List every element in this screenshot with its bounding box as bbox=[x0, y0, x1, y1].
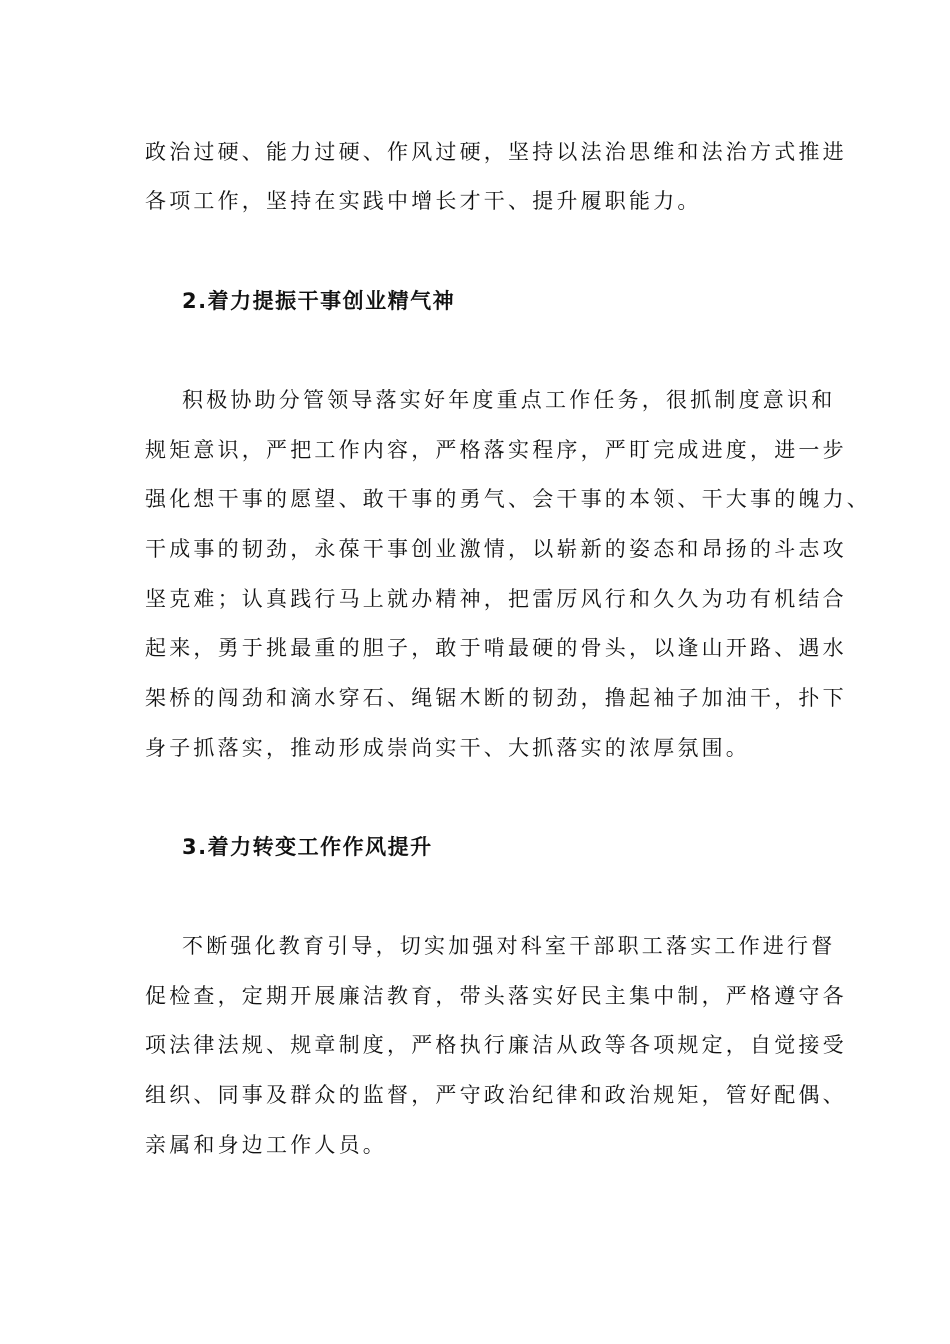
section-2-heading: 2.着力提振干事创业精气神 bbox=[182, 289, 456, 313]
section-2-line-7: 架桥的闯劲和滴水穿石、绳锯木断的韧劲，撸起袖子加油干，扑下 bbox=[145, 686, 847, 710]
intro-line-2: 各项工作，坚持在实践中增长才干、提升履职能力。 bbox=[145, 189, 702, 213]
section-2-line-2: 规矩意识，严把工作内容，严格落实程序，严盯完成进度，进一步 bbox=[145, 438, 847, 462]
section-3-line-2: 促检查，定期开展廉洁教育，带头落实好民主集中制，严格遵守各 bbox=[145, 984, 847, 1008]
section-3-line-5: 亲属和身边工作人员。 bbox=[145, 1133, 387, 1157]
intro-line-1: 政治过硬、能力过硬、作风过硬，坚持以法治思维和法治方式推进 bbox=[145, 140, 847, 164]
section-3-line-1: 不断强化教育引导，切实加强对科室干部职工落实工作进行督 bbox=[182, 934, 836, 958]
section-3-line-3: 项法律法规、规章制度，严格执行廉洁从政等各项规定，自觉接受 bbox=[145, 1033, 847, 1057]
section-2-line-6: 起来，勇于挑最重的胆子，敢于啃最硬的骨头，以逢山开路、遇水 bbox=[145, 636, 847, 660]
section-2-line-1: 积极协助分管领导落实好年度重点工作任务，很抓制度意识和 bbox=[182, 388, 836, 412]
section-2-line-5: 坚克难；认真践行马上就办精神，把雷厉风行和久久为功有机结合 bbox=[145, 587, 847, 611]
section-2-line-4: 干成事的韧劲，永葆干事创业激情，以崭新的姿态和昂扬的斗志攻 bbox=[145, 537, 847, 561]
section-3-line-4: 组织、同事及群众的监督，严守政治纪律和政治规矩，管好配偶、 bbox=[145, 1083, 847, 1107]
section-2-line-3: 强化想干事的愿望、敢干事的勇气、会干事的本领、干大事的魄力、 bbox=[145, 487, 871, 511]
section-3-heading: 3.着力转变工作作风提升 bbox=[182, 835, 433, 859]
section-2-line-8: 身子抓落实，推动形成崇尚实干、大抓落实的浓厚氛围。 bbox=[145, 736, 750, 760]
